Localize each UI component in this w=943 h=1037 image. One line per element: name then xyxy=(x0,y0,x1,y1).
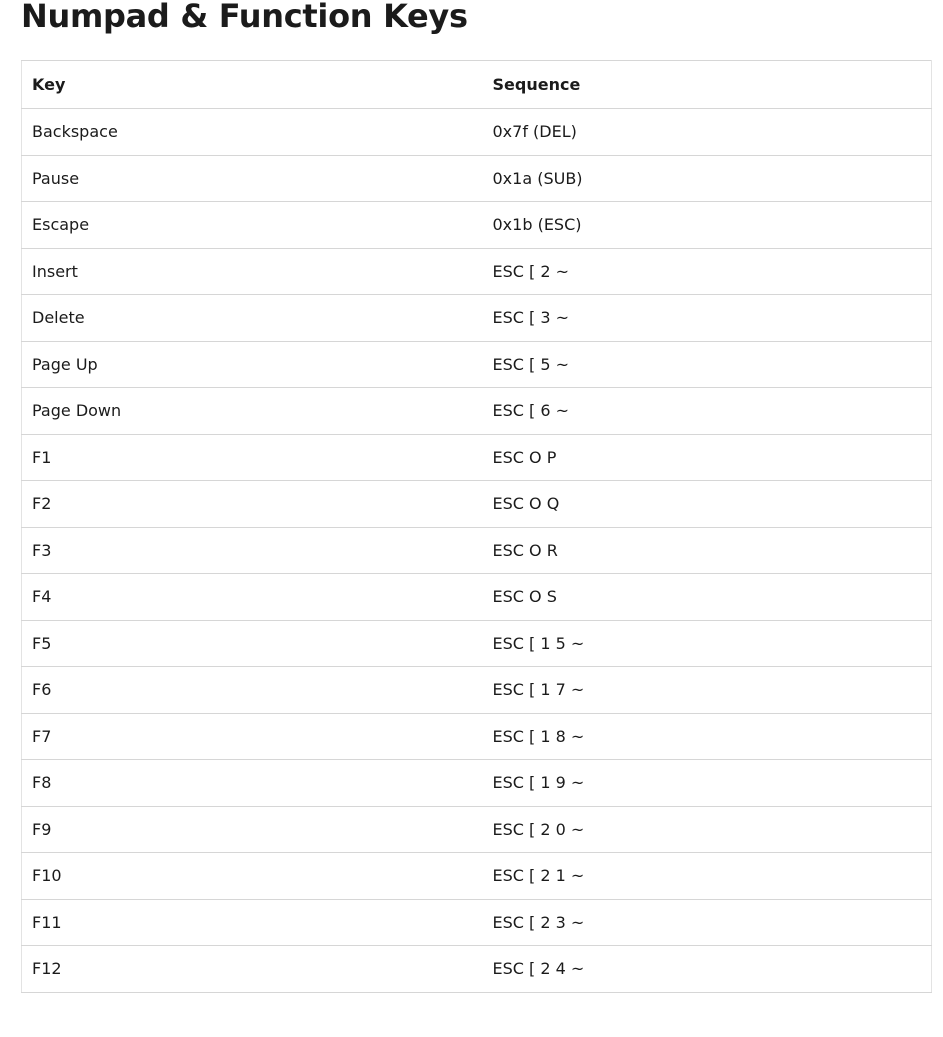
table-row xyxy=(22,946,932,993)
sequence-cell: ESC [ 1 5 ~ xyxy=(483,620,932,667)
table-row xyxy=(22,202,932,249)
sequence-cell: ESC [ 2 1 ~ xyxy=(483,853,932,900)
table-header xyxy=(22,61,932,109)
key-cell: F11 xyxy=(22,899,483,946)
key-cell: Escape xyxy=(22,202,483,249)
sequence-cell: ESC [ 3 ~ xyxy=(483,295,932,342)
key-cell: F4 xyxy=(22,574,483,621)
key-cell: F1 xyxy=(22,434,483,481)
key-cell: F7 xyxy=(22,713,483,760)
table-row xyxy=(22,713,932,760)
table-row xyxy=(22,481,932,528)
table-row xyxy=(22,574,932,621)
key-cell: Insert xyxy=(22,248,483,295)
table-row xyxy=(22,806,932,853)
sequence-cell: ESC [ 2 ~ xyxy=(483,248,932,295)
table-row xyxy=(22,109,932,156)
sequence-cell: ESC [ 5 ~ xyxy=(483,341,932,388)
key-cell: F5 xyxy=(22,620,483,667)
key-cell: Backspace xyxy=(22,109,483,156)
sequence-cell: ESC [ 2 3 ~ xyxy=(483,899,932,946)
table-row xyxy=(22,388,932,435)
key-cell: Page Up xyxy=(22,341,483,388)
key-cell: F9 xyxy=(22,806,483,853)
column-header-key: Key xyxy=(22,61,483,109)
table-row xyxy=(22,341,932,388)
key-cell: F6 xyxy=(22,667,483,714)
sequence-cell: ESC [ 1 9 ~ xyxy=(483,760,932,807)
table-row xyxy=(22,527,932,574)
key-cell: F10 xyxy=(22,853,483,900)
sequence-cell: ESC [ 6 ~ xyxy=(483,388,932,435)
sequence-cell: 0x1a (SUB) xyxy=(483,155,932,202)
sequence-cell: ESC O S xyxy=(483,574,932,621)
sequence-cell: ESC O P xyxy=(483,434,932,481)
table-row xyxy=(22,853,932,900)
table-row xyxy=(22,248,932,295)
key-cell: F2 xyxy=(22,481,483,528)
table-row xyxy=(22,155,932,202)
sequence-cell: 0x1b (ESC) xyxy=(483,202,932,249)
page-title: Numpad & Function Keys xyxy=(21,0,468,35)
key-cell: F8 xyxy=(22,760,483,807)
column-header-sequence: Sequence xyxy=(483,61,932,109)
table-row xyxy=(22,620,932,667)
sequence-cell: ESC [ 2 4 ~ xyxy=(483,946,932,993)
key-cell: F12 xyxy=(22,946,483,993)
sequence-cell: 0x7f (DEL) xyxy=(483,109,932,156)
table-row xyxy=(22,434,932,481)
sequence-cell: ESC [ 1 8 ~ xyxy=(483,713,932,760)
key-sequence-table xyxy=(21,60,932,993)
key-cell: Pause xyxy=(22,155,483,202)
key-cell: F3 xyxy=(22,527,483,574)
table-header-row xyxy=(22,61,932,109)
table-row xyxy=(22,667,932,714)
table-body xyxy=(22,109,932,993)
sequence-cell: ESC O Q xyxy=(483,481,932,528)
sequence-cell: ESC [ 1 7 ~ xyxy=(483,667,932,714)
key-cell: Page Down xyxy=(22,388,483,435)
table-row xyxy=(22,295,932,342)
sequence-cell: ESC O R xyxy=(483,527,932,574)
sequence-cell: ESC [ 2 0 ~ xyxy=(483,806,932,853)
key-cell: Delete xyxy=(22,295,483,342)
table-row xyxy=(22,899,932,946)
table-row xyxy=(22,760,932,807)
